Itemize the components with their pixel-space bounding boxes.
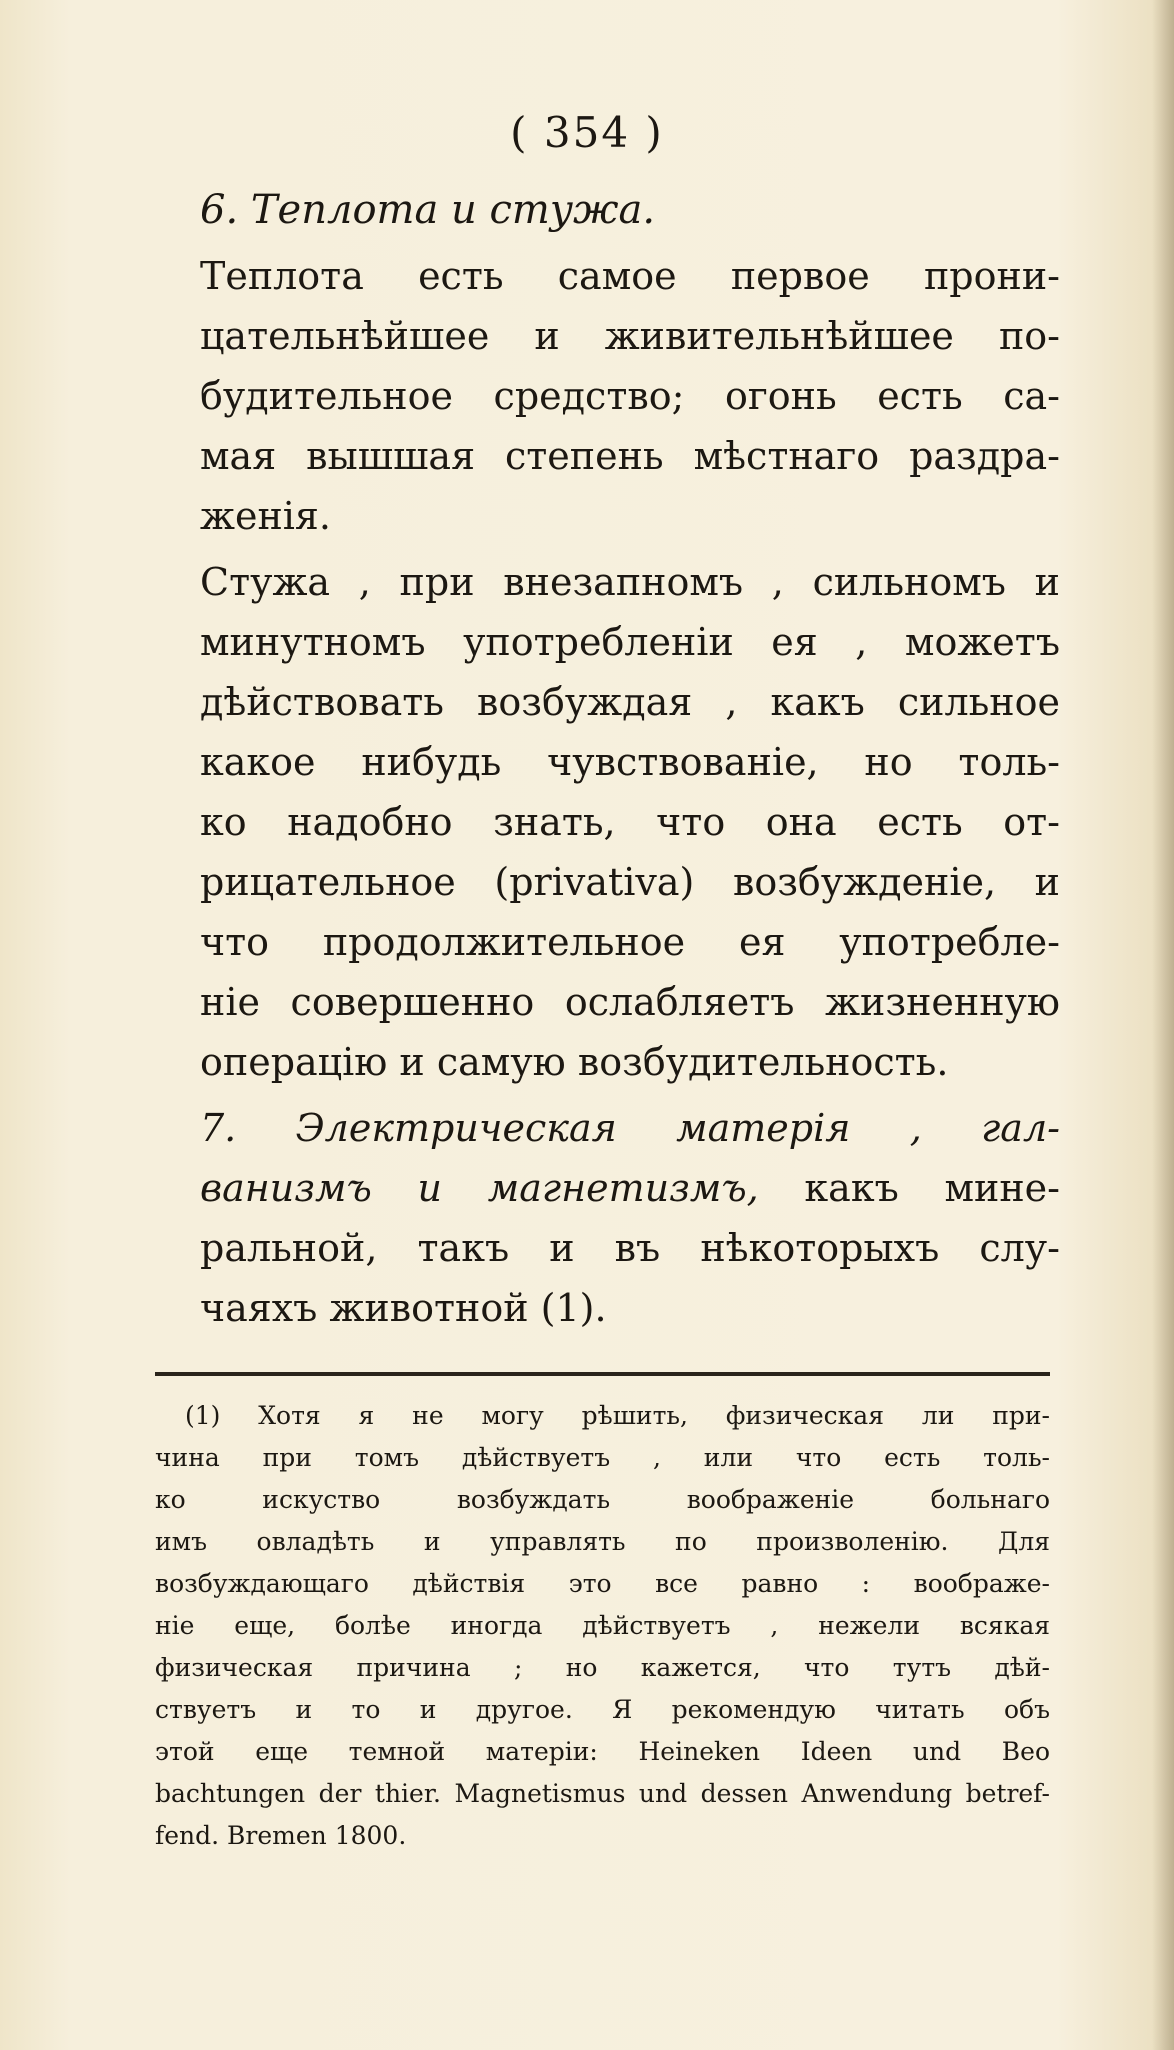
section-heading-heat-and-cold: 6. Теплота и стужа. <box>200 187 656 233</box>
paragraph-heat <box>200 246 1060 546</box>
page-edge-shadow <box>1152 0 1174 2050</box>
footnote-line: физическая причина ; но кажется, что тутъ дѣй- <box>155 1653 1050 1682</box>
section-heading-galvanism: ванизмъ и магнетизмъ, <box>200 1166 759 1210</box>
footnote-line: этой еще темной матеріи: Heineken Ideen und Beo <box>155 1737 1050 1766</box>
footnote-divider <box>155 1372 1050 1376</box>
footnote-line: имъ овладѣть и управлять по произволенію. Для <box>155 1527 1050 1556</box>
text-line: рицательное (privativa) возбужденіе, и <box>200 860 1060 904</box>
text-line: мая вышшая степень мѣстнаго раздра- <box>200 434 1060 478</box>
text-line: женія. <box>200 494 331 538</box>
text-line: цательнѣйшее и живительнѣйшее по- <box>200 314 1060 358</box>
footnote-line: чина при томъ дѣйствуетъ , или что есть толь- <box>155 1443 1050 1472</box>
footnote-line: fend. Bremen 1800. <box>155 1821 407 1850</box>
text-line: будительное средство; огонь есть са- <box>200 374 1060 418</box>
text-line: что продолжительное ея употребле- <box>200 920 1060 964</box>
text-line: ральной, такъ и въ нѣкоторыхъ слу- <box>200 1226 1060 1270</box>
text-line: ніе совершенно ослабляетъ жизненную <box>200 980 1060 1024</box>
text-line: минутномъ употребленіи ея , можетъ <box>200 620 1060 664</box>
text-line: Стужа , при внезапномъ , сильномъ и <box>200 560 1060 604</box>
footnote <box>155 1395 1050 1857</box>
text-fragment: какъ мине- <box>758 1166 1060 1210</box>
footnote-line: (1) Хотя я не могу рѣшить, физическая ли при- <box>185 1401 1050 1430</box>
text-line: Теплота есть самое первое прони- <box>200 254 1060 298</box>
paragraph-cold <box>200 552 1060 1092</box>
footnote-line: bachtungen der thier. Magnetismus und dessen Anwendung betref- <box>155 1779 1050 1808</box>
main-text <box>200 180 1060 1338</box>
page-number: ( 354 ) <box>510 108 664 157</box>
text-line <box>200 1158 1060 1218</box>
footnote-line: ніе еще, болѣе иногда дѣйствуетъ , нежели всякая <box>155 1611 1050 1640</box>
paragraph-electricity <box>200 1098 1060 1338</box>
section-heading-electricity: 7. Электрическая матерія , гал- <box>200 1106 1060 1150</box>
text-line: чаяхъ животной (1). <box>200 1286 607 1330</box>
footnote-line: ко искуство возбуждать воображеніе больнаго <box>155 1485 1050 1514</box>
text-line: ко надобно знать, что она есть от- <box>200 800 1060 844</box>
text-line: операцію и самую возбудительность. <box>200 1040 949 1084</box>
footnote-line: ствуетъ и то и другое. Я рекомендую читать объ <box>155 1695 1050 1724</box>
footnote-line: возбуждающаго дѣйствія это все равно : воображе- <box>155 1569 1050 1598</box>
text-line: дѣйствовать возбуждая , какъ сильное <box>200 680 1060 724</box>
text-line: какое нибудь чувствованіе, но толь- <box>200 740 1060 784</box>
